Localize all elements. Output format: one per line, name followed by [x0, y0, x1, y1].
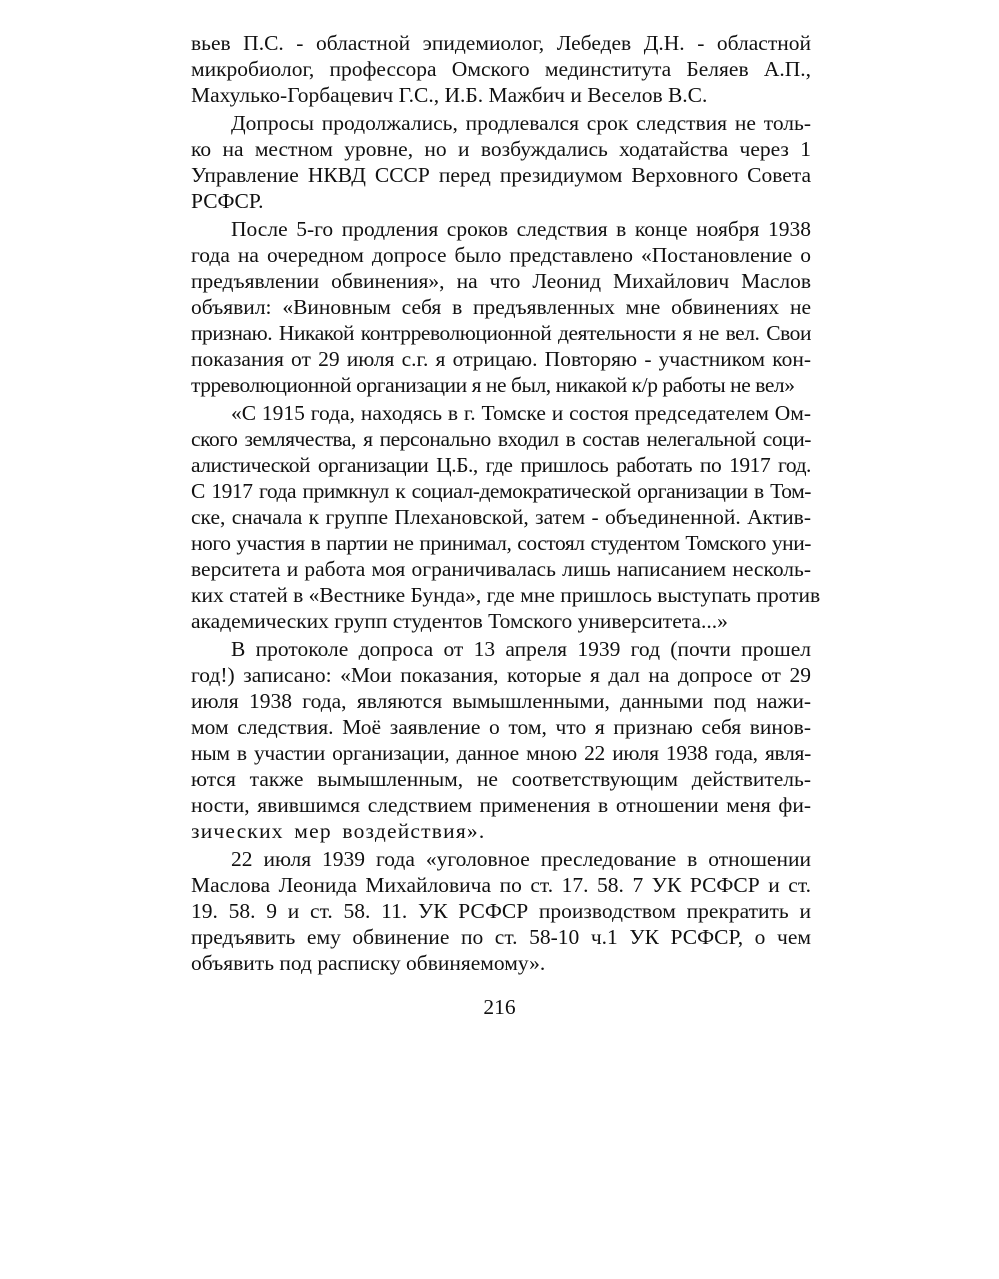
text-line: ются также вымышленным, не соответствующим действитель- [191, 767, 811, 791]
text-line: Управление НКВД СССР перед президиумом Верховного Совета [191, 163, 811, 187]
paragraph-6 [191, 846, 811, 976]
text-line: ко на местном уровне, но и возбуждались ходатайства через 1 [191, 137, 811, 161]
text-line: 22 июля 1939 года «уголовное преследование в отношении [231, 847, 811, 871]
paragraph-1-continuation [191, 30, 811, 108]
text-line: микробиолог, профессора Омского мединститута Беляев А.П., [191, 57, 811, 81]
text-line: ске, сначала к группе Плехановской, затем - объединенной. Актив- [191, 505, 811, 529]
text-line: трреволюционной организации я не был, никакой к/р работы не вел» [191, 373, 795, 397]
text-line: вьев П.С. - областной эпидемиолог, Лебедев Д.Н. - областной [191, 31, 811, 55]
text-line: Допросы продолжались, продлевался срок следствия не толь- [231, 111, 811, 135]
text-line: РСФСР. [191, 189, 264, 213]
text-line: года на очередном допросе было представлено «Постановление о [191, 243, 811, 267]
text-line: признаю. Никакой контрреволюционной деятельности я не вел. Свои [191, 321, 811, 345]
page-number: 216 [483, 995, 516, 1019]
text-line: ского землячества, я персонально входил в состав нелегальной соци- [191, 427, 811, 451]
text-line: показания от 29 июля с.г. я отрицаю. Повторяю - участником кон- [191, 347, 811, 371]
paragraph-2 [191, 110, 811, 214]
text-line: ких статей в «Вестнике Бунда», где мне пришлось выступать против [191, 583, 821, 607]
paragraph-3 [191, 216, 811, 398]
text-line: год!) записано: «Мои показания, которые я дал на допросе от 29 [191, 663, 811, 687]
text-line: ности, явившимся следствием применения в отношении меня фи- [191, 793, 811, 817]
text-line: После 5-го продления сроков следствия в конце ноября 1938 [231, 217, 811, 241]
text-line: ного участия в партии не принимал, состоял студентом Томского уни- [191, 531, 811, 555]
text-line: Маслова Леонида Михайловича по ст. 17. 58. 7 УК РСФСР и ст. [191, 873, 811, 897]
text-line: Махулько-Горбацевич Г.С., И.Б. Мажбич и Веселов В.С. [191, 83, 708, 107]
text-line: мом следствия. Моё заявление о том, что я признаю себя винов- [191, 715, 811, 739]
text-line: объявил: «Виновным себя в предъявленных мне обвинениях не [191, 295, 811, 319]
text-line: зических мер воздействия». [191, 819, 486, 843]
text-line: июля 1938 года, являются вымышленными, данными под нажи- [191, 689, 811, 713]
text-line: «С 1915 года, находясь в г. Томске и состоя председателем Ом- [231, 401, 811, 425]
text-line: В протоколе допроса от 13 апреля 1939 год (почти прошел [231, 637, 811, 661]
text-line: предъявить ему обвинение по ст. 58-10 ч.1 УК РСФСР, о чем [191, 925, 811, 949]
text-line: объявить под расписку обвиняемому». [191, 951, 546, 975]
text-line: предъявлении обвинения», на что Леонид Михайлович Маслов [191, 269, 811, 293]
text-line: С 1917 года примкнул к социал-демократической организации в Том- [191, 479, 811, 503]
paragraph-4-quote [191, 400, 821, 634]
text-line: ным в участии организации, данное мною 22 июля 1938 года, явля- [191, 741, 811, 765]
text-line: академических групп студентов Томского университета...» [191, 609, 728, 633]
text-line: 19. 58. 9 и ст. 58. 11. УК РСФСР производством прекратить и [191, 899, 811, 923]
body-text [191, 30, 821, 978]
text-line: алистической организации Ц.Б., где пришлось работать по 1917 год. [191, 453, 811, 477]
paragraph-5 [191, 636, 811, 844]
text-line: верситета и работа моя ограничивалась лишь написанием несколь- [191, 557, 811, 581]
